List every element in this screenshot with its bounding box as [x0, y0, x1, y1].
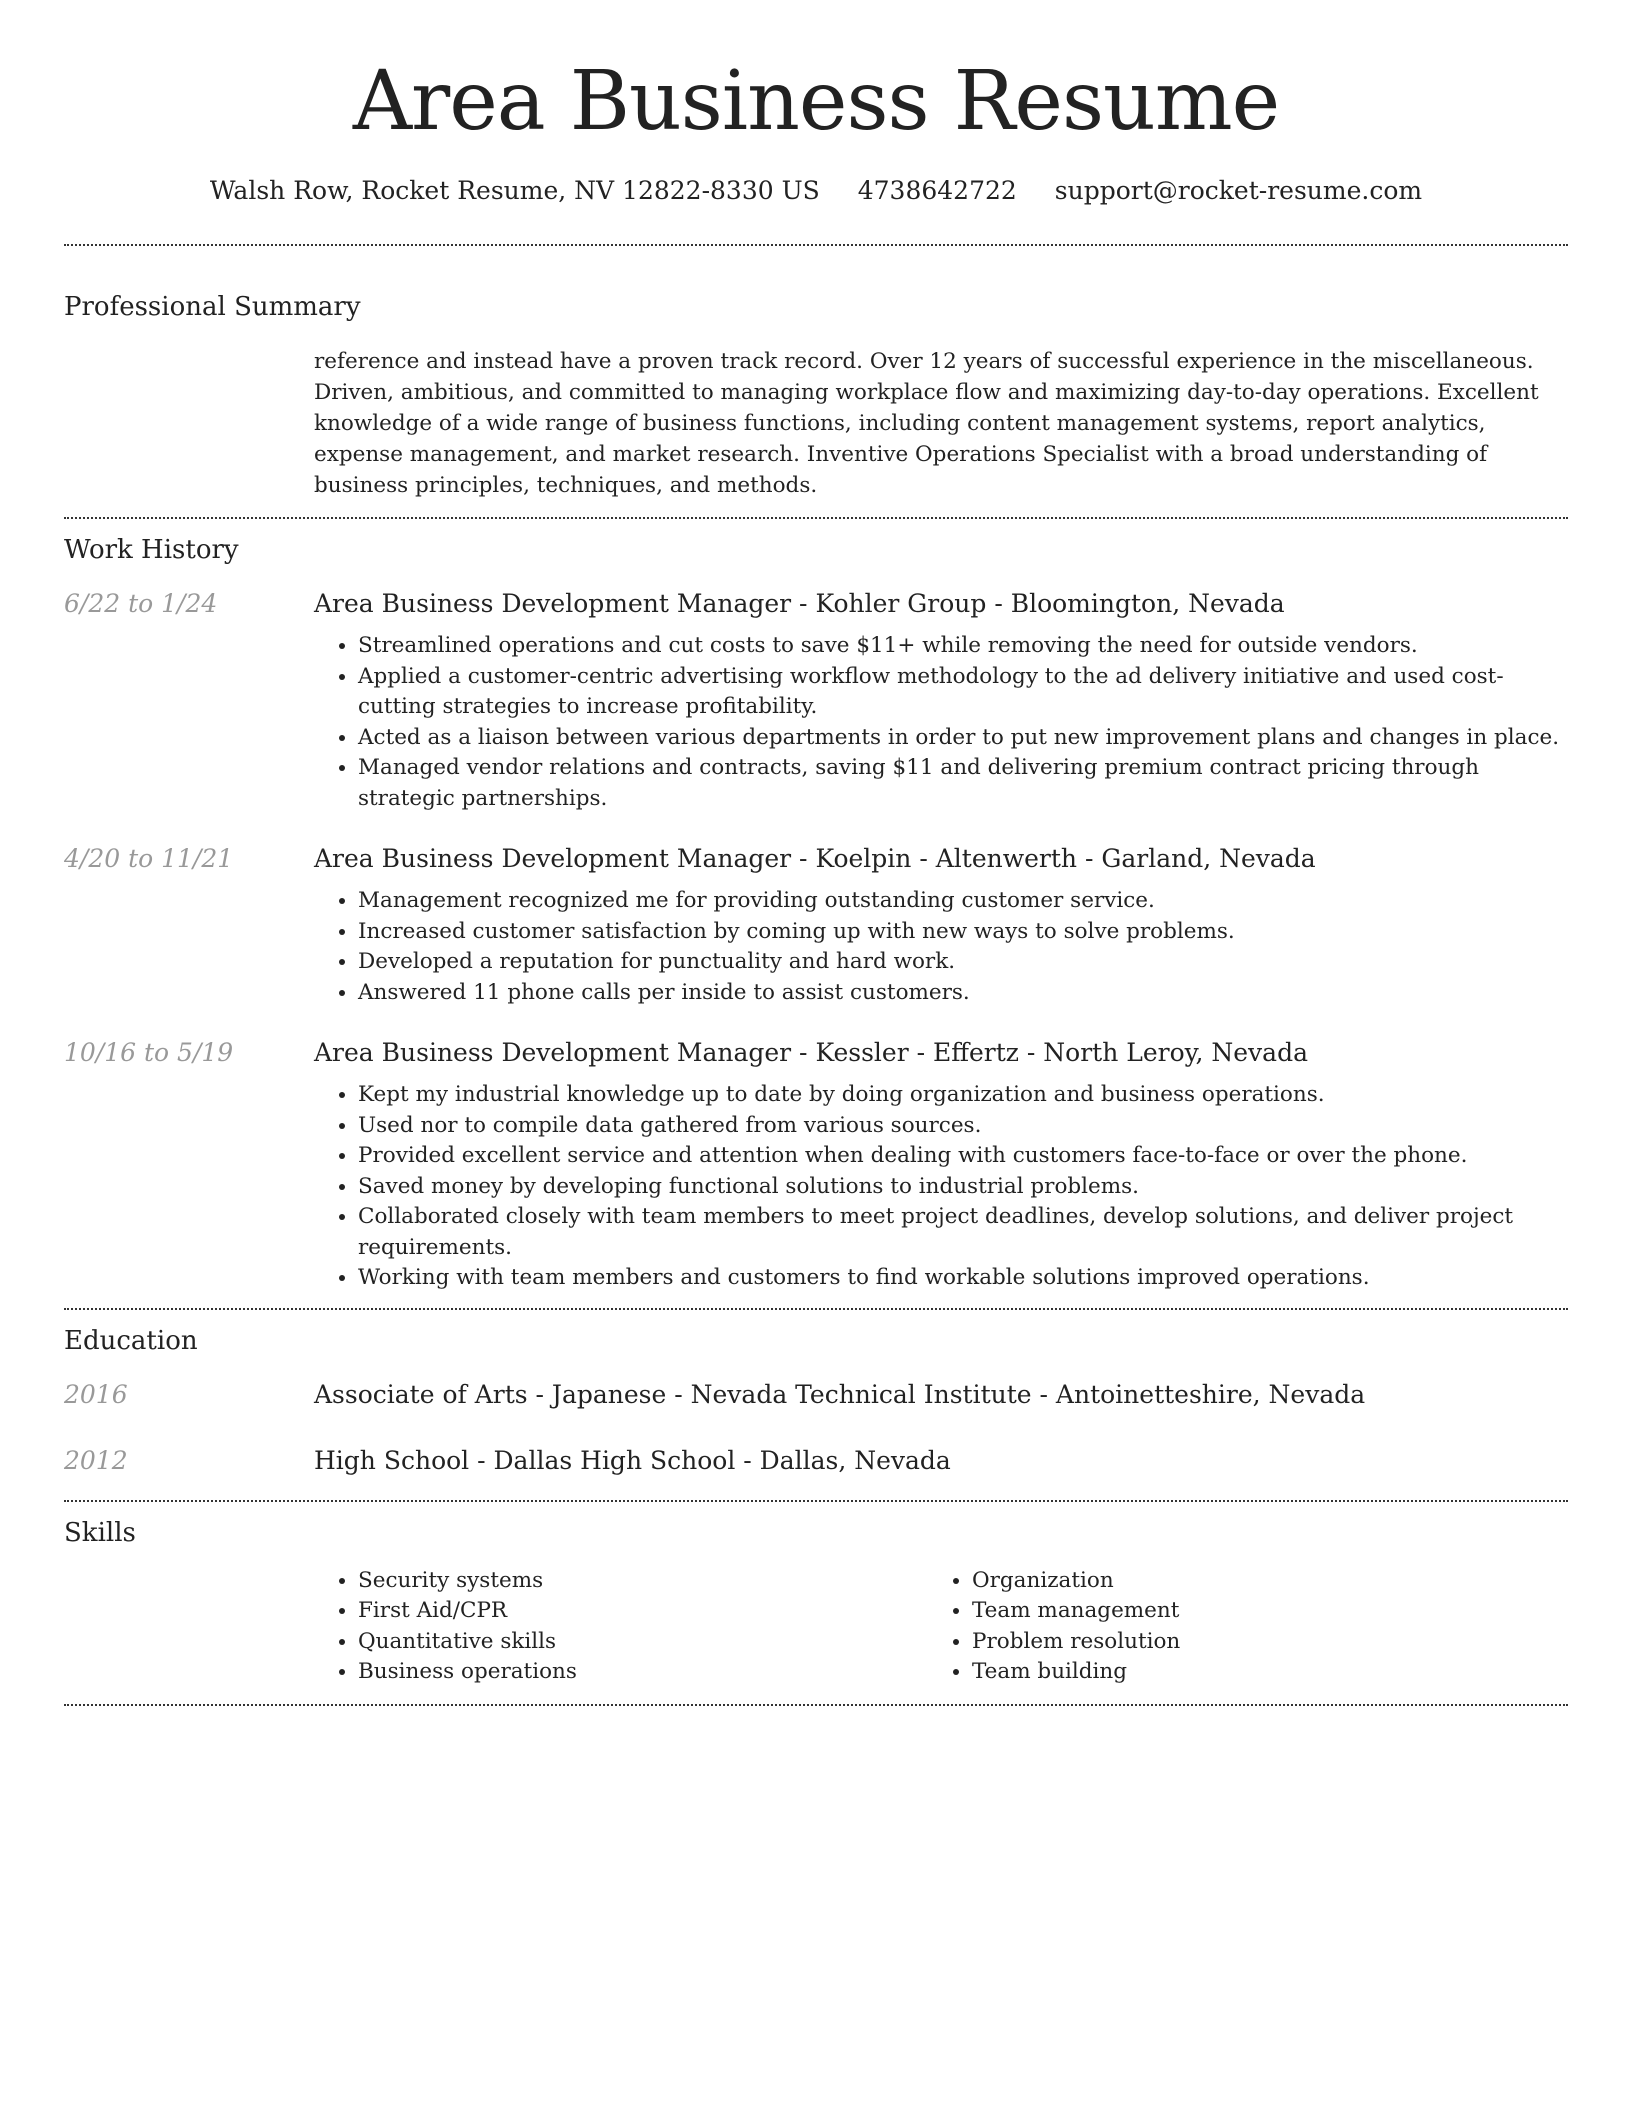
work-dates: 4/20 to 11/21 — [64, 844, 234, 873]
skill-item: • Security systems — [358, 1566, 928, 1597]
list-item: • Provided excellent service and attention when dealing with customers face-to-face or over the phone. — [358, 1141, 1568, 1172]
job-bullets — [314, 631, 1568, 814]
job-title: Area Business Development Manager - Kessler - Effertz - North Leroy, Nevada — [314, 1038, 1308, 1067]
resume-name: Area Business Resume — [352, 54, 1280, 149]
work-entry — [64, 842, 1568, 1008]
list-item: • Applied a customer-centric advertising workflow methodology to the ad delivery initiative and used cost-cutting strategies to increase profitability. — [358, 662, 1568, 723]
work-history — [64, 587, 1568, 1294]
list-item: • Management recognized me for providing outstanding customer service. — [358, 886, 1568, 917]
list-item: • Working with team members and customers to find workable solutions improved operations. — [358, 1263, 1568, 1294]
list-item: • Used nor to compile data gathered from various sources. — [358, 1111, 1568, 1142]
skill-item: • Team building — [972, 1657, 1542, 1688]
list-item: • Kept my industrial knowledge up to date by doing organization and business operations. — [358, 1080, 1568, 1111]
skills-list — [314, 1566, 1568, 1688]
divider — [64, 1308, 1568, 1310]
skill-item: • First Aid/CPR — [358, 1596, 928, 1627]
job-title: Area Business Development Manager - Koelpin - Altenwerth - Garland, Nevada — [314, 844, 1316, 873]
skill-item: • Quantitative skills — [358, 1627, 928, 1658]
divider — [64, 1704, 1568, 1706]
list-item: • Collaborated closely with team members to meet project deadlines, develop solutions, and deliver project requirements. — [358, 1202, 1568, 1263]
section-title-work: Work History — [64, 535, 239, 565]
education-list — [64, 1378, 1568, 1478]
contact-phone: 4738642722 — [857, 176, 1017, 205]
list-item: • Streamlined operations and cut costs to save $11+ while removing the need for outside vendors. — [358, 631, 1568, 662]
list-item: • Answered 11 phone calls per inside to assist customers. — [358, 978, 1568, 1009]
education-entry — [64, 1444, 1568, 1478]
work-entry — [64, 1036, 1568, 1294]
section-title-education: Education — [64, 1325, 198, 1356]
education-year: 2016 — [64, 1379, 128, 1409]
list-item: • Acted as a liaison between various departments in order to put new improvement plans and changes in place. — [358, 723, 1568, 754]
skill-item: • Business operations — [358, 1657, 928, 1688]
contact-email: support@rocket-resume.com — [1054, 176, 1423, 205]
divider — [64, 244, 1568, 246]
job-bullets — [314, 886, 1568, 1008]
job-title: Area Business Development Manager - Kohler Group - Bloomington, Nevada — [314, 589, 1285, 618]
list-item: • Saved money by developing functional solutions to industrial problems. — [358, 1172, 1568, 1203]
divider — [64, 1500, 1568, 1502]
list-item: • Increased customer satisfaction by coming up with new ways to solve problems. — [358, 917, 1568, 948]
divider — [64, 517, 1568, 519]
list-item: • Developed a reputation for punctuality and hard work. — [358, 947, 1568, 978]
skill-item: • Team management — [972, 1596, 1542, 1627]
skills-column-left — [314, 1566, 928, 1688]
work-dates: 10/16 to 5/19 — [64, 1038, 234, 1067]
skills-column-right — [928, 1566, 1542, 1688]
education-entry — [64, 1378, 1568, 1412]
skill-item: • Problem resolution — [972, 1627, 1542, 1658]
education-title: High School - Dallas High School - Dallas, Nevada — [314, 1445, 951, 1475]
summary-text: reference and instead have a proven track record. Over 12 years of successful experience in the miscellaneous. Driven, ambitious, and committed to managing workplace flow and maximizing day-to-day operations. Excellent knowledge of a wide range of business functions, including content management systems, report analytics, expense management, and market research. Inventive Operations Specialist with a broad understanding of business principles, techniques, and methods. — [314, 349, 1539, 498]
job-bullets — [314, 1080, 1568, 1294]
contact-address: Walsh Row, Rocket Resume, NV 12822-8330 US — [209, 176, 820, 205]
work-dates: 6/22 to 1/24 — [64, 589, 218, 618]
contact-line — [64, 174, 1568, 208]
education-title: Associate of Arts - Japanese - Nevada Technical Institute - Antoinetteshire, Nevada — [314, 1379, 1366, 1409]
education-year: 2012 — [64, 1445, 128, 1475]
skill-item: • Organization — [972, 1566, 1542, 1597]
section-title-summary: Professional Summary — [64, 292, 361, 322]
work-entry — [64, 587, 1568, 814]
section-title-skills: Skills — [64, 1517, 136, 1548]
list-item: • Managed vendor relations and contracts, saving $11 and delivering premium contract pricing through strategic partnerships. — [358, 753, 1568, 814]
